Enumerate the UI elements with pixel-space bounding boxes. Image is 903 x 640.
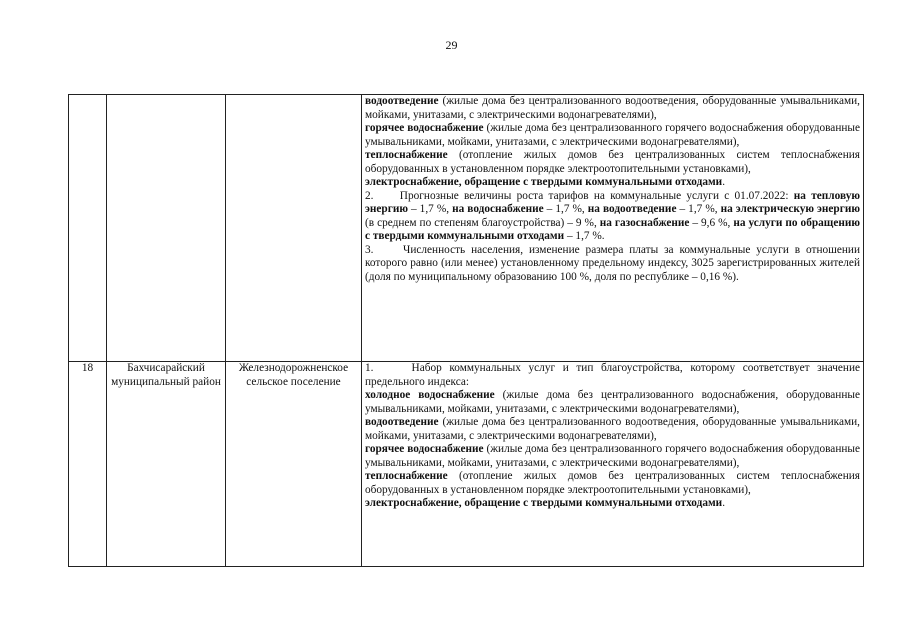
paragraph — [365, 362, 860, 389]
paragraph — [365, 190, 860, 244]
paragraph — [365, 176, 860, 190]
bold-text: на водоотведение — [587, 203, 677, 215]
table-row — [69, 95, 864, 362]
paragraph — [365, 122, 860, 149]
tariff-table — [68, 94, 864, 567]
text-run: (жилые дома без централизованного водоотведения, оборудованные умывальниками, мойками, унитазами, с электрическими водонагревателями), — [365, 416, 860, 442]
district-name: Бахчисарайский муниципальный район — [111, 362, 221, 388]
text-run: – 1,7 %, — [543, 203, 588, 215]
bold-text: холодное водоснабжение — [365, 389, 495, 401]
paragraph — [365, 470, 860, 497]
text-run: (жилые дома без централизованного водоснабжения, оборудованные умывальниками, мойками, унитазами, с электрическими водонагревателями), — [365, 389, 860, 415]
text-run: – 1,7 %, — [407, 203, 453, 215]
text-run: (жилые дома без централизованного водоотведения, оборудованные умывальниками, мойками, унитазами, с электрическими водонагревателями), — [365, 95, 860, 121]
paragraph — [365, 497, 860, 511]
paragraph — [365, 244, 860, 285]
bold-text: электроснабжение, обращение с твердыми коммунальными отходами — [365, 176, 723, 188]
paragraph — [365, 443, 860, 470]
bold-text: на услуги по обращению с твердыми коммунальными отходами — [365, 216, 860, 242]
bold-text: теплоснабжение — [365, 470, 448, 482]
settlement-cell — [226, 95, 362, 362]
text-run: (жилые дома без централизованного горячего водоснабжения оборудованные умывальниками, мойками, унитазами, с электрическими водонагревателями), — [365, 443, 861, 469]
text-run: – 1,7 %. — [564, 230, 605, 242]
page-number: 29 — [445, 38, 458, 52]
paragraph — [365, 149, 860, 176]
text-run: . — [722, 497, 726, 509]
bold-text: теплоснабжение — [365, 149, 448, 161]
paragraph — [365, 416, 860, 443]
bold-text: на газоснабжение — [599, 216, 690, 229]
description-cell — [362, 95, 864, 362]
text-run: (в среднем по степеням благоустройства) – 9 %, — [365, 216, 600, 229]
text-run: (жилые дома без централизованного горячего водоснабжения оборудованные умывальниками, мойками, унитазами, с электрическими водонагревателями), — [365, 122, 861, 148]
text-run: 2. Прогнозные величины роста тарифов на коммунальные услуги с 01.07.2022: — [365, 189, 794, 202]
bold-text: на водоснабжение — [452, 203, 544, 215]
bold-text: водоотведение — [365, 416, 439, 428]
description-cell — [362, 362, 864, 567]
text-run: – 1,7 %, — [676, 203, 721, 215]
text-run: 3. Численность населения, изменение размера платы за коммунальные услуги в отношении которого равно (или менее) установленному предельному индексу, 3025 зарегистрированных жителей (доля по муниципальному образованию 100 %, доля по республике – 0,16 %). — [365, 243, 860, 283]
settlement-name: Железнодорожненское сельское поселение — [238, 362, 349, 388]
bold-text: на тепловую энергию — [365, 189, 860, 215]
text-run: (отопление жилых домов без централизованных систем теплоснабжения оборудованных в установленном порядке электроотопительными установками), — [365, 470, 860, 496]
bold-text: горячее водоснабжение — [365, 122, 484, 134]
description-text — [365, 95, 860, 284]
settlement-cell — [226, 362, 362, 567]
bold-text: электроснабжение, обращение с твердыми коммунальными отходами — [365, 497, 723, 509]
bold-text: на электрическую энергию — [720, 203, 860, 215]
district-cell — [107, 362, 226, 567]
text-run: – 9,6 %, — [689, 216, 734, 229]
row-number-cell — [69, 95, 107, 362]
row-number-cell — [69, 362, 107, 567]
description-text — [365, 362, 860, 511]
text-run: 1. Набор коммунальных услуг и тип благоустройства, которому соответствует значение предельного индекса: — [365, 362, 860, 388]
text-run: . — [722, 176, 726, 188]
district-cell — [107, 95, 226, 362]
paragraph — [365, 389, 860, 416]
bold-text: горячее водоснабжение — [365, 443, 484, 455]
table-row — [69, 362, 864, 567]
bold-text: водоотведение — [365, 95, 439, 107]
row-number: 18 — [81, 362, 94, 374]
paragraph — [365, 95, 860, 122]
text-run: (отопление жилых домов без централизованных систем теплоснабжения оборудованных в установленном порядке электроотопительными установками), — [365, 149, 860, 175]
